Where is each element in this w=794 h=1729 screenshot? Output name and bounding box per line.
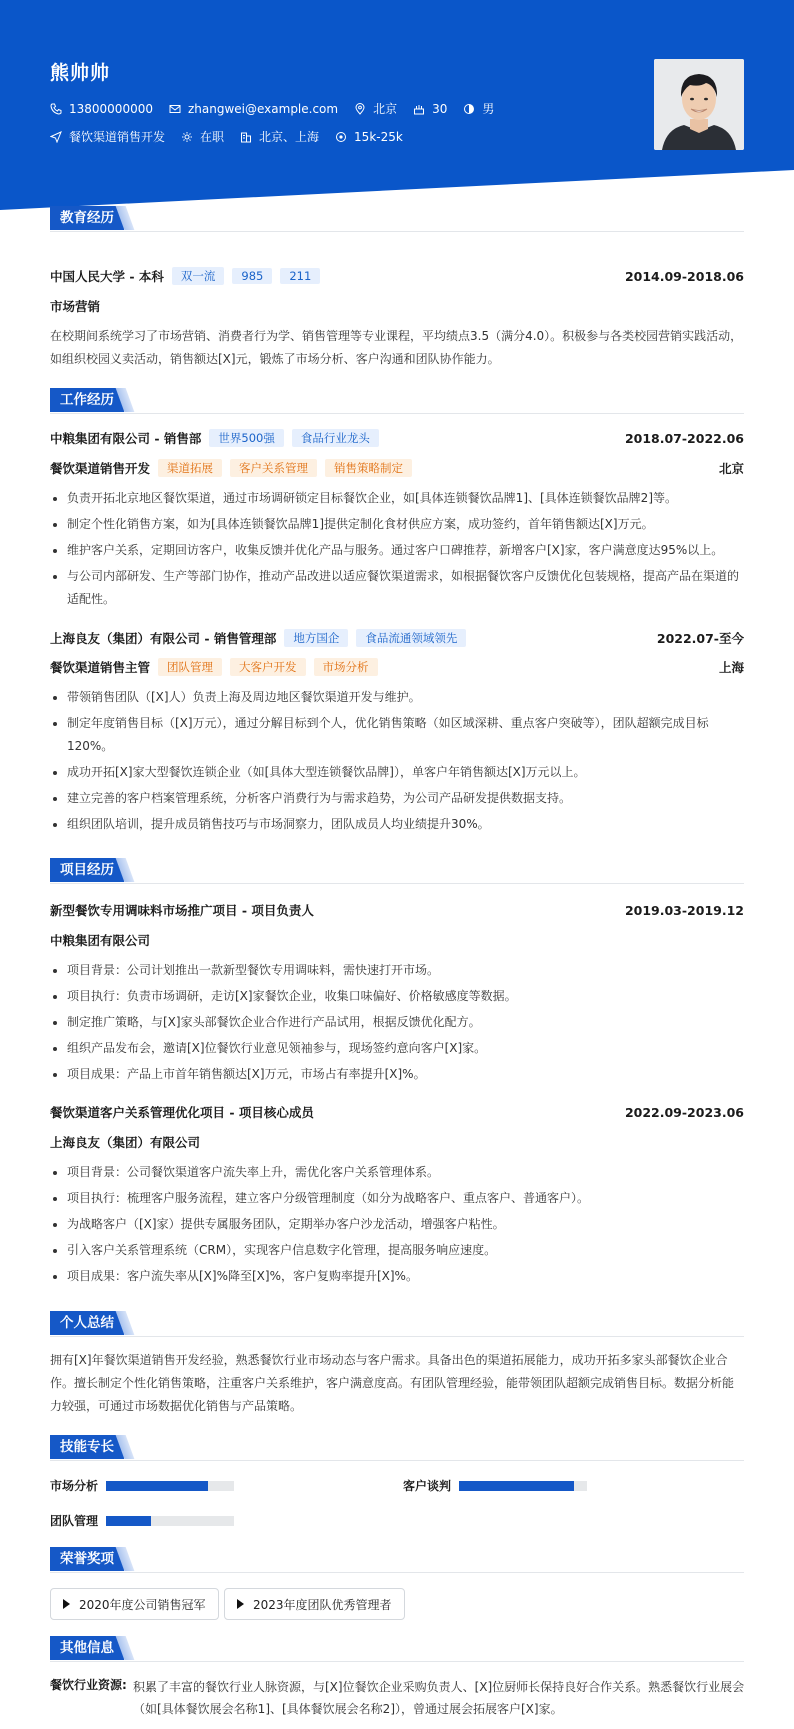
triangle-bullet-icon: [63, 1599, 70, 1609]
education-period: 2014.09-2018.06: [624, 268, 744, 284]
position-text: 餐饮渠道销售开发: [69, 130, 166, 144]
project-header: [50, 901, 744, 919]
work-entry-header: [50, 429, 744, 447]
divider: [50, 1460, 744, 1461]
company-tag: 食品行业龙头: [292, 429, 379, 447]
project-bullets: [50, 1161, 744, 1291]
list-item: 制定推广策略，与[X]家头部餐饮企业合作进行产品试用，根据反馈优化配方。: [50, 1011, 744, 1034]
divider: [50, 883, 744, 884]
school-name: 中国人民大学 - 本科: [50, 269, 164, 284]
major-row: [50, 297, 744, 315]
role-tag: 销售策略制定: [325, 459, 412, 477]
section-title-skills: 技能专长: [50, 1435, 124, 1459]
company-tag: 世界500强: [209, 429, 283, 447]
divider: [50, 413, 744, 414]
cake-icon: [413, 103, 425, 115]
role-tag: 渠道拓展: [158, 459, 222, 477]
job-intent-row: [50, 128, 419, 145]
work-period: 2022.07-至今: [656, 631, 744, 646]
divider: [50, 1661, 744, 1662]
list-item: 为战略客户（[X]家）提供专属服务团队，定期举办客户沙龙活动，增强客户粘性。: [50, 1213, 744, 1236]
section-projects: [50, 858, 744, 884]
project-title: 餐饮渠道客户关系管理优化项目 - 项目核心成员: [50, 1105, 314, 1120]
salary-text: 15k-25k: [354, 129, 403, 144]
expected-city-text: 北京、上海: [259, 130, 320, 144]
section-title-work: 工作经历: [50, 388, 124, 412]
section-title-education: 教育经历: [50, 206, 124, 230]
work-entry-header: [50, 629, 744, 647]
list-item: 建立完善的客户档案管理系统，分析客户消费行为与需求趋势，为公司产品研发提供数据支持。: [50, 787, 744, 810]
other-label: 餐饮行业资源:: [50, 1678, 127, 1692]
phone-text: 13800000000: [69, 101, 153, 116]
skill-bar-fill: [106, 1481, 208, 1491]
phone-item: [50, 102, 153, 116]
section-skills: [50, 1435, 744, 1461]
major: 市场营销: [50, 299, 101, 314]
company-name: 中粮集团有限公司 - 销售部: [50, 431, 202, 446]
position-item: [50, 128, 165, 145]
school-tag: 985: [232, 268, 272, 284]
section-other: [50, 1636, 744, 1662]
work-role-row: [50, 459, 744, 477]
award-item: [224, 1588, 405, 1620]
project-bullets: [50, 959, 744, 1089]
role-tag: 团队管理: [158, 658, 222, 676]
company-tag: 食品流通领域领先: [356, 629, 466, 647]
email-item: [169, 102, 338, 116]
list-item: 项目背景：公司计划推出一款新型餐饮专用调味料，需快速打开市场。: [50, 959, 744, 982]
company-tag: 地方国企: [284, 629, 348, 647]
status-text: 在职: [200, 130, 225, 144]
age-text: 30: [432, 101, 448, 116]
triangle-bullet-icon: [237, 1599, 244, 1609]
project-company: 上海良友（集团）有限公司: [50, 1135, 201, 1150]
section-summary: [50, 1311, 744, 1337]
divider: [50, 1572, 744, 1573]
list-item: 制定年度销售目标（[X]万元），通过分解目标到个人，优化销售策略（如区域深耕、重点客户突破等），团队超额完成目标120%。: [50, 712, 744, 758]
award-text: 2020年度公司销售冠军: [79, 1597, 206, 1612]
send-icon: [50, 131, 62, 143]
salary-item: [335, 130, 403, 144]
gear-icon: [181, 131, 193, 143]
project-period: 2019.03-2019.12: [624, 902, 744, 918]
email-text: zhangwei@example.com: [187, 101, 339, 116]
list-item: 维护客户关系，定期回访客户，收集反馈并优化产品与服务。通过客户口碑推荐，新增客户[X]家，客户满意度达95%以上。: [50, 539, 744, 562]
section-honors: [50, 1547, 744, 1573]
divider: [50, 231, 744, 232]
location-icon: [354, 103, 366, 115]
status-item: [181, 128, 224, 145]
role-title: 餐饮渠道销售主管: [50, 660, 151, 675]
phone-icon: [50, 103, 62, 115]
role-tag: 大客户开发: [230, 658, 306, 676]
skill-bar: [459, 1481, 587, 1491]
work-location: 上海: [718, 660, 744, 675]
list-item: 带领销售团队（[X]人）负责上海及周边地区餐饮渠道开发与维护。: [50, 686, 744, 709]
candidate-name: 熊帅帅: [50, 62, 111, 84]
award-text: 2023年度团队优秀管理者: [253, 1597, 392, 1612]
salary-icon: [335, 131, 347, 143]
divider: [50, 1336, 744, 1337]
list-item: 与公司内部研发、生产等部门协作，推动产品改进以适应餐饮渠道需求，如根据餐饮客户反馈优化包装规格，提高产品在渠道的适配性。: [50, 565, 744, 611]
section-education: [50, 206, 744, 232]
city-text: 北京: [373, 102, 398, 116]
contact-row: [50, 100, 510, 117]
section-title-summary: 个人总结: [50, 1311, 124, 1335]
mail-icon: [169, 103, 181, 115]
profile-photo: [654, 59, 744, 150]
skill-item: [50, 1477, 234, 1494]
list-item: 项目执行：梳理客户服务流程，建立客户分级管理制度（如分为战略客户、重点客户、普通客户）。: [50, 1187, 744, 1210]
list-item: 负责开拓北京地区餐饮渠道，通过市场调研锁定目标餐饮企业，如[具体连锁餐饮品牌1]、[具体连锁餐饮品牌2]等。: [50, 487, 744, 510]
work-bullets: [50, 487, 744, 614]
list-item: 项目背景：公司餐饮渠道客户流失率上升，需优化客户关系管理体系。: [50, 1161, 744, 1184]
skill-bar: [106, 1516, 234, 1526]
summary-text: 拥有[X]年餐饮渠道销售开发经验，熟悉餐饮行业市场动态与客户需求。具备出色的渠道拓展能力，成功开拓多家头部餐饮企业合作。擅长制定个性化销售策略，注重客户关系维护，客户满意度高。有团队管理经验，能带领团队超额完成销售目标。数据分析能力较强，可通过市场数据优化销售与产品策略。: [50, 1353, 735, 1413]
list-item: 引入客户关系管理系统（CRM），实现客户信息数字化管理，提高服务响应速度。: [50, 1239, 744, 1262]
building-icon: [240, 131, 252, 143]
gender-icon: [463, 103, 475, 115]
list-item: 项目成果：客户流失率从[X]%降至[X]%，客户复购率提升[X]%。: [50, 1265, 744, 1288]
skill-name: 客户谈判: [403, 1479, 452, 1493]
city-item: [354, 100, 397, 117]
avatar: [654, 59, 744, 150]
expected-city-item: [240, 128, 319, 145]
project-header: [50, 1103, 744, 1121]
age-item: [413, 102, 447, 116]
section-title-honors: 荣誉奖项: [50, 1547, 124, 1571]
education-header: [50, 267, 744, 285]
school-tag: 211: [280, 268, 320, 284]
project-company-row: [50, 1133, 744, 1151]
list-item: 成功开拓[X]家大型餐饮连锁企业（如[具体大型连锁餐饮品牌]），单客户年销售额达[X]万元以上。: [50, 761, 744, 784]
skill-item: [50, 1512, 234, 1529]
skill-bar-fill: [459, 1481, 574, 1491]
project-company-row: [50, 931, 744, 949]
section-title-projects: 项目经历: [50, 858, 124, 882]
list-item: 项目成果：产品上市首年销售额达[X]万元，市场占有率提升[X]%。: [50, 1063, 744, 1086]
gender-item: [463, 100, 494, 117]
school-tag: 双一流: [172, 267, 225, 285]
project-title: 新型餐饮专用调味料市场推广项目 - 项目负责人: [50, 903, 314, 918]
company-name: 上海良友（集团）有限公司 - 销售管理部: [50, 631, 277, 646]
skill-item: [403, 1477, 587, 1494]
work-location: 北京: [718, 461, 744, 476]
role-title: 餐饮渠道销售开发: [50, 461, 151, 476]
resume-header: [0, 0, 794, 210]
other-text: 积累了丰富的餐饮行业人脉资源，与[X]位餐饮企业采购负责人、[X]位厨师长保持良好合作关系。熟悉餐饮行业展会（如[具体餐饮展会名称1]、[具体餐饮展会名称2]），曾通过展会拓展客户[X]家。: [133, 1680, 745, 1716]
list-item: 组织产品发布会，邀请[X]位餐饮行业意见领袖参与，现场签约意向客户[X]家。: [50, 1037, 744, 1060]
section-title-other: 其他信息: [50, 1636, 124, 1660]
education-description: 在校期间系统学习了市场营销、消费者行为学、销售管理等专业课程，平均绩点3.5（满分4.0）。积极参与各类校园营销实践活动，如组织校园义卖活动，销售额达[X]元，锻炼了市场分析、客户沟通和团队协作能力。: [50, 329, 743, 366]
list-item: 项目执行：负责市场调研，走访[X]家餐饮企业，收集口味偏好、价格敏感度等数据。: [50, 985, 744, 1008]
work-role-row: [50, 658, 744, 676]
skill-bar-fill: [106, 1516, 151, 1526]
project-company: 中粮集团有限公司: [50, 933, 151, 948]
skill-name: 团队管理: [50, 1514, 99, 1528]
gender-text: 男: [482, 102, 495, 116]
list-item: 组织团队培训，提升成员销售技巧与市场洞察力，团队成员人均业绩提升30%。: [50, 813, 744, 836]
work-bullets: [50, 686, 744, 839]
skill-name: 市场分析: [50, 1479, 99, 1493]
project-period: 2022.09-2023.06: [624, 1104, 744, 1120]
skill-bar: [106, 1481, 234, 1491]
role-tag: 客户关系管理: [230, 459, 317, 477]
work-period: 2018.07-2022.06: [624, 430, 744, 446]
section-work: [50, 388, 744, 414]
list-item: 制定个性化销售方案，如为[具体连锁餐饮品牌1]提供定制化食材供应方案，成功签约，首年销售额达[X]万元。: [50, 513, 744, 536]
role-tag: 市场分析: [314, 658, 378, 676]
award-item: [50, 1588, 219, 1620]
